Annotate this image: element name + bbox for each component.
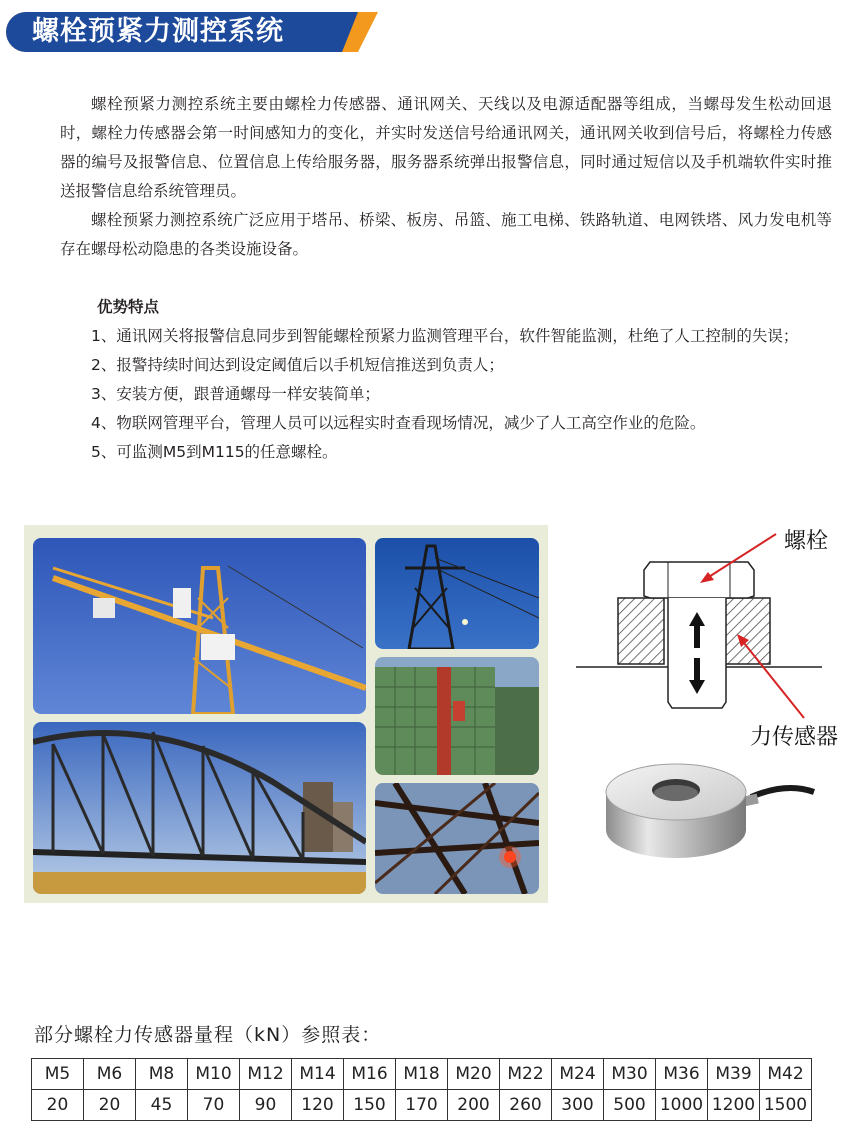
bolt-label: 螺栓 xyxy=(784,529,829,554)
range-table-title: 部分螺栓力传感器量程（kN）参照表： xyxy=(34,1024,382,1046)
advantage-item: 2、报警持续时间达到设定阈值后以手机短信推送到负责人； xyxy=(91,356,504,374)
bolt-size-cell: M18 xyxy=(396,1059,448,1090)
bolt-size-cell: M14 xyxy=(292,1059,344,1090)
range-value-cell: 1200 xyxy=(708,1090,760,1121)
table-row-bolt-sizes xyxy=(32,1059,812,1090)
bolt-size-cell: M8 xyxy=(136,1059,188,1090)
range-value-cell: 300 xyxy=(552,1090,604,1121)
sensor-range-table xyxy=(31,1058,812,1121)
bolt-size-cell: M30 xyxy=(604,1059,656,1090)
range-value-cell: 1500 xyxy=(760,1090,812,1121)
intro-paragraph: 螺栓预紧力测控系统广泛应用于塔吊、桥梁、板房、吊篮、施工电梯、铁路轨道、电网铁塔、风力发电机等存在螺母松动隐患的各类设施设备。 xyxy=(60,211,832,258)
intro-paragraph: 螺栓预紧力测控系统主要由螺栓力传感器、通讯网关、天线以及电源适配器等组成，当螺母发生松动回退时，螺栓力传感器会第一时间感知力的变化，并实时发送信号给通讯网关，通讯网关收到信号后，将螺栓力传感器的编号及报警信息、位置信息上传给服务器，服务器系统弹出报警信息，同时通过短信以及手机端软件实时推送报警信息给系统管理员。 xyxy=(60,95,832,200)
advantages-heading: 优势特点 xyxy=(97,298,160,316)
range-value-cell: 90 xyxy=(240,1090,292,1121)
tower-bolt-closeup-photo xyxy=(375,783,539,894)
bolt-size-cell: M22 xyxy=(500,1059,552,1090)
page-title: 螺栓预紧力测控系统 xyxy=(32,16,284,47)
power-tower-photo xyxy=(375,538,539,649)
advantage-item: 4、物联网管理平台，管理人员可以远程实时查看现场情况，减少了人工高空作业的危险。 xyxy=(91,414,706,432)
intro-section xyxy=(60,90,832,264)
bolt-size-cell: M39 xyxy=(708,1059,760,1090)
bolt-size-cell: M36 xyxy=(656,1059,708,1090)
tower-crane-photo xyxy=(33,538,366,714)
bolt-size-cell: M6 xyxy=(84,1059,136,1090)
bolt-cross-section-diagram xyxy=(572,522,860,752)
sensor-label: 力传感器 xyxy=(750,725,839,750)
range-value-cell: 20 xyxy=(32,1090,84,1121)
range-value-cell: 1000 xyxy=(656,1090,708,1121)
range-value-cell: 500 xyxy=(604,1090,656,1121)
bolt-size-cell: M42 xyxy=(760,1059,812,1090)
advantage-item: 1、通讯网关将报警信息同步到智能螺栓预紧力监测管理平台，软件智能监测，杜绝了人工控制的失误； xyxy=(91,327,799,345)
table-row-ranges xyxy=(32,1090,812,1121)
range-value-cell: 120 xyxy=(292,1090,344,1121)
advantage-item: 3、安装方便，跟普通螺母一样安装简单； xyxy=(91,385,380,403)
advantages-section xyxy=(60,293,832,467)
construction-hoist-photo xyxy=(375,657,539,775)
range-value-cell: 70 xyxy=(188,1090,240,1121)
range-value-cell: 45 xyxy=(136,1090,188,1121)
bolt-size-cell: M12 xyxy=(240,1059,292,1090)
application-photo-collage xyxy=(24,525,548,903)
range-value-cell: 200 xyxy=(448,1090,500,1121)
bolt-size-cell: M24 xyxy=(552,1059,604,1090)
steel-bridge-photo xyxy=(33,722,366,894)
bolt-size-cell: M10 xyxy=(188,1059,240,1090)
range-value-cell: 170 xyxy=(396,1090,448,1121)
bolt-sensor-diagram xyxy=(572,522,860,752)
range-value-cell: 150 xyxy=(344,1090,396,1121)
title-banner xyxy=(6,12,378,52)
bolt-size-cell: M16 xyxy=(344,1059,396,1090)
advantage-item: 5、可监测M5到M115的任意螺栓。 xyxy=(91,443,338,461)
range-value-cell: 20 xyxy=(84,1090,136,1121)
bolt-size-cell: M5 xyxy=(32,1059,84,1090)
bolt-size-cell: M20 xyxy=(448,1059,500,1090)
range-value-cell: 260 xyxy=(500,1090,552,1121)
ring-force-sensor-image xyxy=(596,752,816,872)
